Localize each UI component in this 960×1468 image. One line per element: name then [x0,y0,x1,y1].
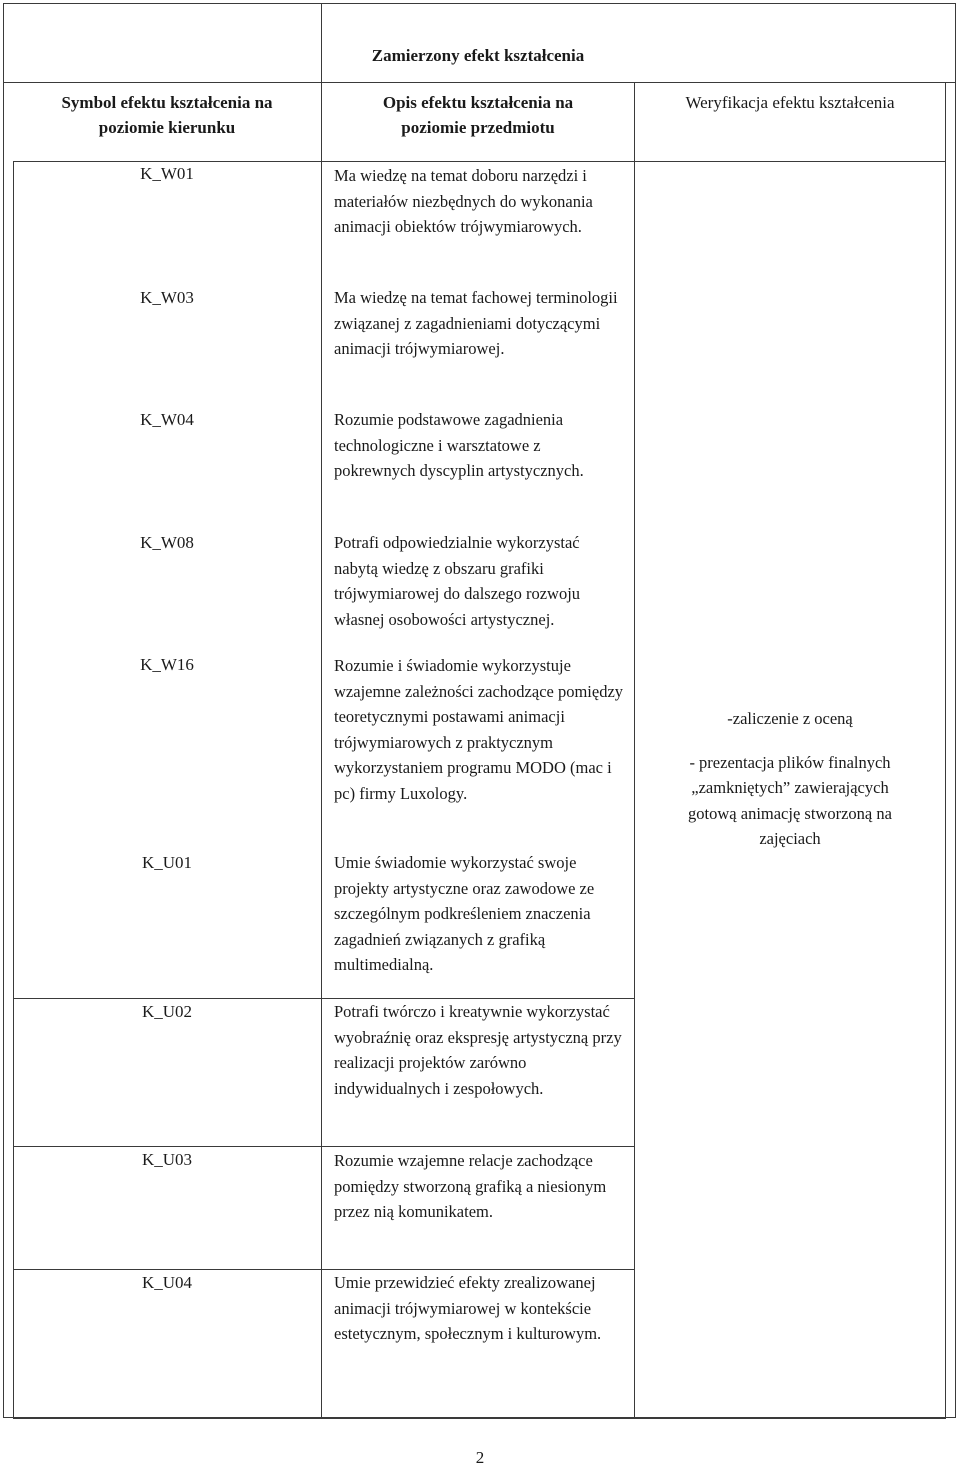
symbol-cell: K_U03 [141,1150,193,1169]
symbol-cell: K_W01 [140,164,194,183]
row-divider [3,82,956,83]
symbol-cell: K_U01 [141,853,193,872]
header-symbol: Symbol efektu kształcenia na poziomie kierunku [61,93,273,137]
column-divider [13,161,14,1418]
symbol-cell: K_U02 [141,1002,193,1021]
verification-presentation: - prezentacja plików finalnych „zamkniętych” zawierających gotową animację stworzoną na zajęciach [688,752,892,849]
description-cell: Potrafi twórczo i kreatywnie wykorzystać wyobraźnię oraz ekspresję artystyczną przy realizacji projektów zarówno indywidualnych i zespołowych. [334,1002,622,1098]
row-divider [13,1418,946,1419]
description-cell: Ma wiedzę na temat fachowej terminologii związanej z zagadnieniami dotyczącymi animacji trójwymiarowej. [334,288,618,359]
header-description: Opis efektu kształcenia na poziomie przedmiotu [382,93,574,137]
description-cell: Ma wiedzę na temat doboru narzędzi i materiałów niezbędnych do wykonania animacji obiektów trójwymiarowych. [334,166,593,237]
group-title: Zamierzony efekt kształcenia [371,46,585,65]
spacer [640,732,940,750]
verification-cell [640,706,940,852]
row-divider [13,161,946,162]
description-cell: Umie świadomie wykorzystać swoje projekty artystyczne oraz zawodowe ze szczególnym podkreśleniem znaczenia zagadnień związanych z grafiką multimedialną. [334,853,595,975]
column-divider [321,3,322,1418]
description-cell: Umie przewidzieć efekty zrealizowanej animacji trójwymiarowej w kontekście estetycznym, społecznym i kulturowym. [334,1273,602,1344]
row-divider [13,1146,634,1147]
description-cell: Rozumie wzajemne relacje zachodzące pomiędzy stworzoną grafiką a niesionym przez nią komunikatem. [334,1151,607,1222]
symbol-cell: K_U04 [141,1273,193,1292]
symbol-cell: K_W16 [140,655,194,674]
header-verification: Weryfikacja efektu kształcenia [685,93,895,112]
page-number: 2 [475,1448,485,1467]
verification-grading: -zaliczenie z oceną [727,709,853,728]
column-divider [945,82,946,1418]
column-divider [634,82,635,1418]
symbol-cell: K_W04 [140,410,194,429]
symbol-cell: K_W08 [140,533,194,552]
description-cell: Rozumie i świadomie wykorzystuje wzajemne zależności zachodzące pomiędzy teoretycznymi postawami animacji trójwymiarowych z praktycznym wykorzystaniem programu MODO (mac i pc) firmy Luxology. [334,656,624,803]
description-cell: Potrafi odpowiedzialnie wykorzystać nabytą wiedzę z obszaru grafiki trójwymiarowej do dalszego rozwoju własnej osobowości artystycznej. [334,533,581,629]
symbol-cell: K_W03 [140,288,194,307]
description-cell: Rozumie podstawowe zagadnienia technologiczne i warsztatowe z pokrewnych dyscyplin artystycznych. [334,410,584,481]
